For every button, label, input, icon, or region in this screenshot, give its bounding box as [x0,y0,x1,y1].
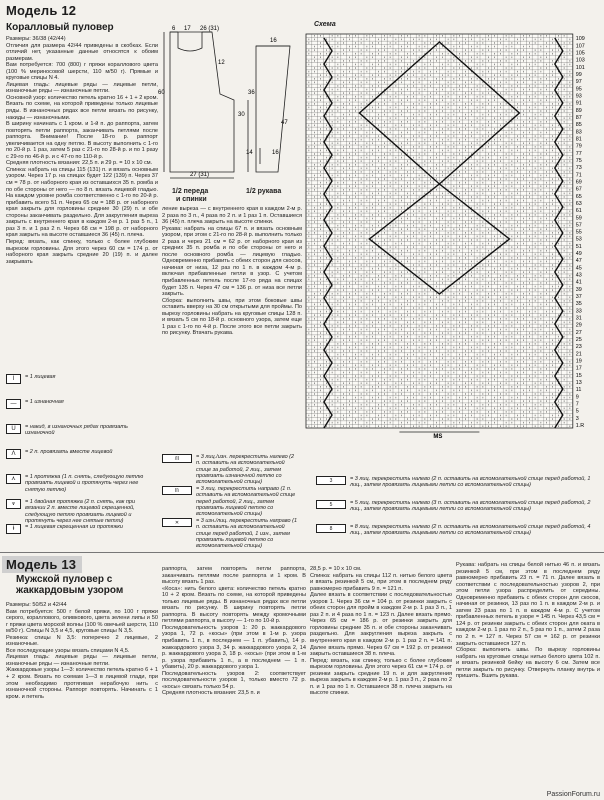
chart-row-number: 25 [575,337,582,344]
chart-row-number: 45 [575,265,582,272]
para: Рукава: набрать на спицы 67 п. и вязать основным узором, при этом с 21-го по 28-й р. выполнить только 2 раза и через 21 см = 62 р. от наборного края из средних 35 п. ромба и по обе стороны от него и после основного ромба — лицевую гладью. Одновременно прибавить с обеих сторон для скосов, начиная от низа, 12 раз по 1 п. в каждом 4-м р. включая прибавленные петли в узор. С учетом прибавленных петель после 17-го ряда на спицах будет 135 п. Через 47 см = 136 р. от низа все петли закрыть. [162,225,302,298]
legend-symbol-icon: Λ [6,449,21,459]
chart-row-number: 3 [575,415,579,422]
para: Лицевая гладь: лицевые ряды — лицевые петли, изнаночные ряды — изнаночные петли. [6,81,158,95]
model12-text-col1 [6,36,158,370]
dim-17: 17 [184,26,191,32]
chart-row-number: 103 [575,57,585,64]
para: Рукава: набрать на спицы белой нитью 46 п. и вязать резинкой 5 см, при этом в последнем ряду равномерно прибавить 23 п. = 71 п. Далее вязать в соответствии с последовательностью узоров 2, при этом петли узора распределить от середины. Одновременно прибавить с обеих сторон для скосов, начиная от резинки, 13 раз по 1 п. в каждом 2-м р. и затем 23 раза по 1 п. в каждом 4-м р. С учетом прибавленных петель в узоре = 145 п. Через 43,5 см = 124 р. от резинки закрыть с обеих сторон для оката в каждом 2-м р. 1 раз по 2 п., 5 раз по 1 п., затем 2 раза по 2 п. = 127 п. Через 57 см = 162 р. от резинки закрыть оставшиеся 127 п. [456,562,600,647]
dim-60: 60 [158,90,165,96]
garment-schematic [160,24,300,184]
legend-symbol-icon: /II [162,454,192,463]
legend-row [162,454,300,485]
para: Сборка: выполнить швы, при этом боковые швы оставить вверху на 30 см открытыми для проймы. По вырезу горловины набрать на круговые спицы 128 п. и вязать 5 см по 18-й р. основного узора, затем еще 1 раз с 1-го по 4-й р. После этого все петли закрыть по рисунку. Втачать рукава. [162,297,302,337]
legend-text: = 2 п. провязать вместе лицевой [25,449,113,455]
legend-text: = 1 двойная протяжка (2 п. снять, как при вязании 2 п. вместе лицевой скрещенной, следующую петлю провязать лицевой и протянуть через нее снятые петли) [25,499,136,524]
legend-symbol-icon: ⩛ [6,499,21,509]
model13-title: Модель 13 [2,556,82,573]
dim-12: 12 [218,60,225,66]
legend-symbol-icon: II\ [162,486,192,495]
model12-title: Модель 12 [6,3,77,18]
para: Далее вязать в соответствии с последовательностью узоров 1. Через 36 см = 104 р. от резинки закрыть с обеих сторон для пройм в каждом 2-м р. 1 раз 3 п., 1 раз 2 п. и 4 раза по 1 п. = 123 п. Далее вязать прямо. Через 65 см = 186 р. от резинки закрыть для горловины средние 35 п. и обе стороны заканчивать раздельно. Для закругления выреза закрыть с внутреннего края в каждом 2-м р. 1 раз 2 п. = 141 п. Далее вязать прямо. Через 67 см = 192 р. от резинки закрыть оставшиеся 38 п. плеча. [310,592,452,658]
model13-text-col2 [162,566,306,798]
chart-row-number: 89 [575,107,582,114]
para: 28,5 р. = 10 х 10 см. [310,566,362,572]
para: Средняя плотность вязания: 23,5 п. и [162,690,260,697]
para: Все последующие узоры вязать спицами N 4,5. [6,647,130,654]
chart-row-number: 57 [575,222,582,229]
legend-row [162,518,300,549]
para: раппорта, затем повторять петли раппорта, заканчивать петлями после раппорта и 1 кром. В высоту вязать 1 раз. [162,566,306,586]
chart-row-number: 5 [575,408,579,415]
legend-symbol-icon: ✕ [162,518,192,527]
chart-row-number: 47 [575,258,582,265]
chart-ms-label: MS [433,434,443,440]
chart-row-number: 29 [575,322,582,329]
chart-row-number: 85 [575,122,582,129]
para: Лицевая гладь: лицевые ряды — лицевые петли, изнаночные ряды — изнаночные петли. [6,654,158,667]
chart-row-number: 37 [575,294,582,301]
legend-text: = 8 лиц. перекрестить налево (2 п. оставить на вспомогательной спице перед работой, 4 лиц., затем провязать лицевыми петли со вспомогательной спицы) [350,524,591,537]
chart-row-number: 9 [575,394,579,401]
para: Перед: вязать, как спинку, только с более глубоким вырезом горловины. Для этого через 60 см = 174 р. от наборного края закрыть средние 20 (19) п. и далее закрывать [6,238,158,265]
model13-text-col1 [6,602,158,798]
model12-text-col2 [162,206,302,452]
para: Последовательность узоров 2: соответствует последовательности узоров 1, только вместо 72 р. «косы» связать только 54 р. [162,670,306,690]
chart-row-number: 55 [575,229,582,236]
legend-text: = 3 изн./лиц. перекрестить направо (1 п. оставить на вспомогательной спице перед работой, 1 изн., затем провязать лицевой петлю со вспомогательной спицы) [196,518,298,550]
chart-row-number: 35 [575,301,582,308]
knitting-chart [298,28,604,448]
chart-row-number: 91 [575,100,582,107]
legend-row [316,500,600,513]
chart-row-number: 105 [575,50,585,57]
dim-16b: 16 [272,150,279,156]
legend-text: = 3 лиц./изн. перекрестить налево (2 п. оставить на вспомогательной спице за работой, 2 лиц., затем провязать изнаночной петлю со вспомогательной спицы) [196,454,295,486]
chart-row-number: 7 [575,401,579,408]
legend-symbol-icon: ⋏ [6,474,21,484]
legend-symbol-icon: U [6,424,21,434]
chart-row-number: 71 [575,172,582,179]
chart-row-number: 99 [575,71,582,78]
legend-text: = 3 лиц. перекрестить налево (2 п. оставить на вспомогательной спице перед работой, 1 лиц., затем провязать лицевыми петли со вспомогательной спицы) [350,476,591,489]
section-divider [0,552,604,553]
chart-row-number: 81 [575,136,582,143]
chart-row-number: 83 [575,129,582,136]
legend-text: = 1 лицевая скрещенная из протяжки [25,524,123,530]
chart-row-number: 59 [575,215,582,222]
chart-row-number: 75 [575,157,582,164]
para: Отличия для размера 42/44 приведены в скобках. Если отличий нет, указанные данные относятся к обоим размерам. [6,42,158,62]
chart-row-number: 23 [575,344,582,351]
dim-27: 27 (31) [190,172,210,178]
legend-symbol-icon: 3 [316,476,346,485]
model12-subtitle: Коралловый пуловер [6,22,114,33]
model13-text-col4 [456,562,600,788]
chart-row-number: 21 [575,351,582,358]
para: Размеры: 50/52 и 42/44 [6,602,67,608]
legend-row [6,424,156,437]
chart-row-number: 109 [575,36,585,43]
dim-26: 26 (31) [200,26,220,32]
site-watermark: PassionForum.ru [546,791,600,798]
chart-row-number: 69 [575,179,582,186]
chart-row-number: 79 [575,143,582,150]
para: Размеры: 36/38 (42/44) [6,36,66,42]
chart-row-number: 61 [575,208,582,215]
chart-row-number: 43 [575,272,582,279]
chart-row-number: 63 [575,200,582,207]
chart-row-number: 77 [575,150,582,157]
dim-30: 30 [238,112,245,118]
chart-row-number: 39 [575,286,582,293]
chart-row-number: 11 [575,387,582,394]
chart-row-number: 41 [575,279,582,286]
dim-47: 47 [281,120,288,126]
chart-row-number: 19 [575,358,582,365]
legend-row [6,474,156,493]
chart-row-number: 65 [575,193,582,200]
chart-row-number: 31 [575,315,582,322]
chart-row-number: 53 [575,236,582,243]
dim-14: 14 [246,150,253,156]
schematic-front-label: 1/2 переда [172,188,209,195]
chart-row-number: 87 [575,114,582,121]
para: Спинка: набрать на спицы 115 (131) п. и вязать основным узором. Через 17 р. на спицах будет 122 (139) п. Через 37 см = 78 р. от наборного края из оставшихся 35 п. ромба и по обе стороны от него — по 8 п. вязать лицевой гладью. На каждом уровне ромба соответственно с 1-го по 20-й р. прибавить всего 51 п. Через 65 см = 188 р. от наборного края закрыть для горловины средние 30 (29) п. и обе стороны заканчивать раздельно. Для закругления выреза закрыть с внутреннего края в каждом 2-м р. 1 раз 5 п., 1 раз 3 п. и 1 раз 2 п. Через 68 см = 198 р. от наборного края закрыть на высоте оставшиеся 36 (45) п. плеча. [6,166,158,239]
dim-36: 36 [248,90,255,96]
para: Средняя плотность вязания: 22,5 п. и 29 р. = 10 х 10 см. [6,160,153,167]
para: «Коса»: нить белого цвета: количество петель кратно 10 + 2 кром. Вязать по схеме, на которой приведены только лицевые ряды. В изнаночных рядах все петли вязать по рисунку. В ширину повторять петли раппорта. В высоту повторять между кромочными петлями раппорта, в высоту — 1-го по 10-й р. [162,585,306,625]
para: Резинка: спицы N 3,5: поперечно 2 лицевые, 2 изнаночные. [6,634,158,648]
legend-row [316,524,600,537]
legend-row [6,374,156,384]
legend-text: = 3 лиц. перекрестить направо (1 п. оставить на вспомогательной спице перед работой, 2 лиц., затем провязать лицевой петлю со вспомогательной спицы) [196,486,296,518]
chart-row-number: 73 [575,165,582,172]
chart-row-number: 101 [575,64,585,71]
chart-row-number: 93 [575,93,582,100]
model13-subtitle: Мужской пуловер с жаккардовым узором [16,574,124,596]
model13-text-col3 [310,566,452,798]
chart-row-number: 95 [575,86,582,93]
chart-row-number: 67 [575,186,582,193]
legend-row [6,399,156,409]
para: Сборка: выполнить швы. По вырезу горловины набрать на круговые спицы нитью белого цвета 102 п. и вязать резинкой 6ейку на высоту 6 см. Затем все петли закрыть по рисунку. Отвернуть планку внутрь и пришить. Вшить рукава. [456,647,600,680]
schematic-back-label: и спинки [176,196,207,203]
para: Вам потребуется: 500 г белой пряжи, по 100 г пряжи серого, кораллового, оливкового, цвета зелени липы и 50 г пряжи цвета морской волны (100 % овечьей шерсти, 110 м/50 г). Спицы N 3,5 и 4,5, круговые спицы N 3,5. [6,608,158,635]
legend-symbol-icon: 8 [316,524,346,533]
legend-row [162,486,300,517]
chart-row-number: 27 [575,329,582,336]
schematic-sleeve-label: 1/2 рукава [246,188,282,195]
legend-text: = накид, в изнаночных рядах провязать изнаночной [25,424,128,437]
para: Вам потребуется: 700 (800) г пряжи кораллового цвета (100 % мериносовой шерсти, 110 м/50 г). Прямые и круговые спицы N 4. [6,62,158,82]
para: Перед: вязать, как спинку, только с более глубоким вырезом горловины. Для этого через 61 см = 174 р. от резинки закрыть средние 19 п. и для закругления выреза закрыть в каждом 2-м р. 1 раз 3 п., 2 раза по 2 п. и 1 раз по 1 п. Оставшиеся 38 п. плеча закрыть на высоте спинки. [310,657,452,697]
chart-row-number: 1.R [575,423,585,429]
legend-row [6,499,156,524]
legend-row [6,524,156,534]
para: Основной узор: количество петель кратно 16 + 1 + 2 кром. Вязать по схеме, на которой приведены только лицевые ряды. В изнаночных рядах все петли вязать по рисунку, накиды — изнаночными. [6,94,158,121]
dim-6: 6 [172,26,176,32]
legend-text: = 1 протяжка (1 п. снять, следующую петлю провязать лицевой и протянуть через нее снятую петлю) [25,474,144,493]
chart-row-number: 97 [575,79,582,86]
legend-text: = 1 изнаночная [25,399,64,405]
chart-row-number: 33 [575,308,582,315]
para: ление выреза — с внутреннего края в каждом 2-м р. 2 раза по 3 п., 4 раза по 2 п. и 1 раз 1 п. Оставшиеся 36 (45) п. плеча закрыть на высоте спинки. [162,206,302,226]
legend-symbol-icon: 5 [316,500,346,509]
chart-row-number: 17 [575,365,582,372]
para: Последовательность узоров 1: 20 р. жаккардового узора 1, 72 р. «косы» (при этом в 1-м р. узора прибавить 1 п., в последнем — 1 п. убавить), 14 р. жаккардового узора 3, 34 р. жаккардового узора 2, 14 р. жаккардового узора 3, 18 р. «косы» (при этом в 1-м р. узора прибавить 1 п., а в последнем — 1 п. убавить), 20 р. жаккардового узора 1. [162,624,306,671]
para: Жаккардовые узоры 1—3: количество петель кратно 6 + 1 + 2 кром. Вязать по схемам 1—3 в лицевой глади, при этом необходимо протягивая нерабочую нить с изнаночной стороны. Раппорт повторять. Начинать с 1 кром. и петель [6,667,158,700]
chart-row-number: 51 [575,243,582,250]
dim-16a: 16 [270,38,277,44]
legend-row [316,476,600,489]
chart-row-number: 13 [575,380,582,387]
legend-symbol-icon: ⱡ [6,524,21,534]
para: В ширину начинать с 1 кром. и 1-й п. до раппорта, затем повторять петли раппорта, заканчивать петлями после раппорта. Внимание! После 18-го р. раппорт увеличивается на одну петлю. В высоту выполнить с 1-го по 20-й р. 1 раз, затем 5 раз с 21-го по 28-й р. и по 1 разу с 29-го по 46-й р. и с 47-го по 110-й р. [6,121,158,160]
chart-title: Схема [314,21,336,28]
legend-row [6,449,156,459]
chart-row-number: 15 [575,372,582,379]
legend-symbol-icon: I [6,374,21,384]
legend-text: = 1 лицевая [25,374,56,380]
legend-text: = 5 лиц. перекрестить налево (3 п. оставить на вспомогательной спице перед работой, 2 лиц., затем провязать лицевыми петли со вспомогательной спицы) [350,500,591,513]
chart-row-number: 49 [575,251,582,258]
para: Спинка: набрать на спицы 112 п. нитью белого цвета и вязать резинкой 5 см, при этом в последнем ряду равномерно прибавить 9 п. = 121 п. [310,572,452,592]
chart-row-number: 107 [575,43,585,50]
legend-symbol-icon: — [6,399,21,409]
